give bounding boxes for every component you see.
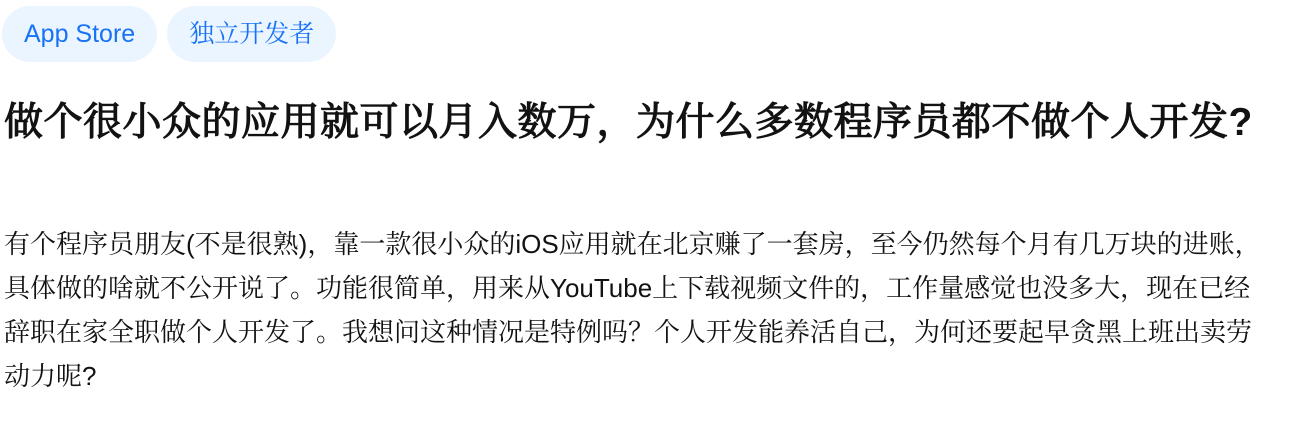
question-body: 有个程序员朋友(不是很熟)，靠一款很小众的iOS应用就在北京赚了一套房，至今仍然每个月有几万块的进账，具体做的啥就不公开说了。功能很简单，用来从YouTube上下载视频文件的，工作量感觉也没多大，现在已经辞职在家全职做个人开发了。我想问这种情况是特例吗？个人开发能养活自己，为何还要起早贪黑上班出卖劳动力呢? [4, 229, 1261, 391]
topic-tag-list [2, 6, 336, 62]
topic-tag-independent-developer[interactable]: 独立开发者 [167, 6, 336, 62]
question-title[interactable]: 做个很小众的应用就可以月入数万，为什么多数程序员都不做个人开发? [4, 101, 1253, 144]
topic-tag-app-store[interactable]: App Store [2, 6, 157, 62]
